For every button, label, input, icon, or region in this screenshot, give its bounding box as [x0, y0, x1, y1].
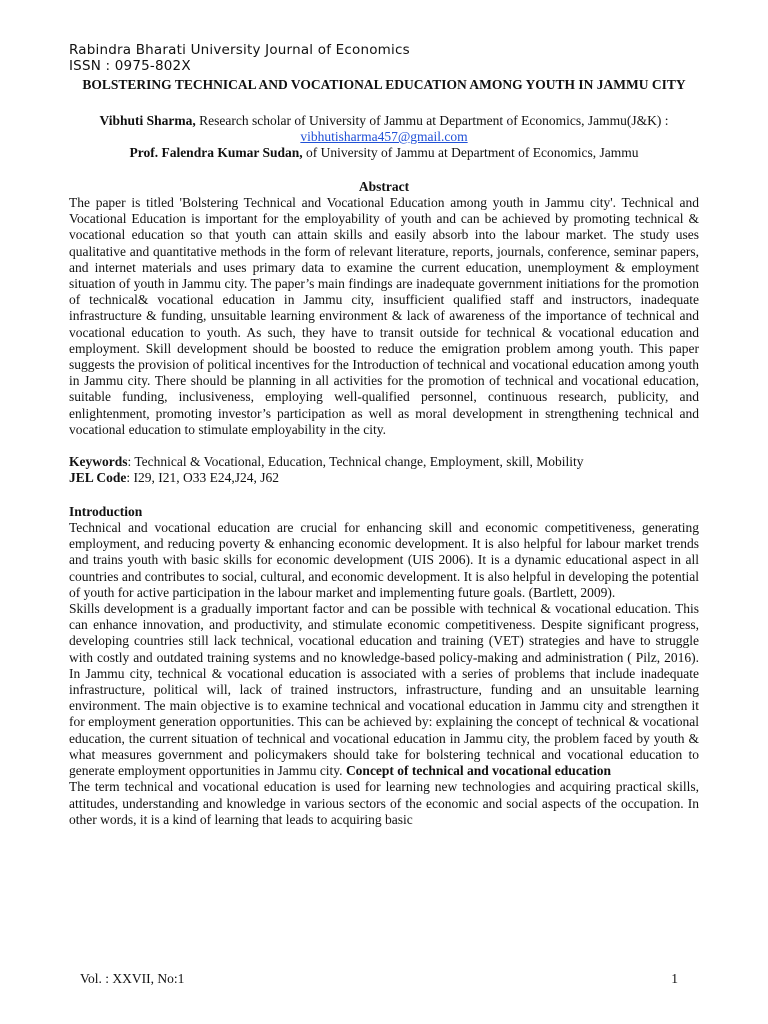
- jel-line: [69, 470, 699, 486]
- jel-text: : I29, I21, O33 E24,J24, J62: [126, 470, 280, 486]
- author-1-name: Vibhuti Sharma,: [99, 113, 196, 128]
- abstract-text: The paper is titled 'Bolstering Technical and Vocational Education among youth in Jammu city'. Technical and Vocational Education is important for the employability of youth and can be achieved by promoting technical & vocational education so that youth can attain skills and easily absorb into the labour market. The study uses qualitative and quantitative methods in the form of relevant literature, reports, journals, conference, seminar papers, and internet materials and uses primary data to examine the current education, unemployment & employment situation of youth in Jammu city. The paper’s main findings are inadequate government initiations for the promotion of technical& vocational education in Jammu city, insufficient qualified staff and instructors, inadequate infrastructure & funding, unsuitable learning environment & lack of awareness of the importance of technical and vocational education to youth. As such, they have to transit outside for technical & vocational education and employment. Skill development should be boosted to reduce the emigration problem among youth. This paper suggests the provision of political incentives for the Introduction of technical and vocational education among youth in Jammu city. There should be planning in all activities for the promotion of technical and vocational education, suitable funding, inclusiveness, employing well-qualified personnel, continuous research, publicity, and enlightenment, promoting investor’s participation as well as moral development in strengthening technical and vocational education to stimulate employability in the city.: [69, 195, 699, 437]
- paper-title: BOLSTERING TECHNICAL AND VOCATIONAL EDUCATION AMONG YOUTH IN JAMMU CITY: [82, 77, 686, 92]
- author-2-name: Prof. Falendra Kumar Sudan,: [129, 145, 303, 160]
- keywords-line: [69, 454, 699, 470]
- footer-page-number: 1: [671, 971, 678, 986]
- concept-subheading: Concept of technical and vocational education: [345, 763, 612, 779]
- concept-paragraph: The term technical and vocational education is used for learning new technologies and acquiring practical skills, attitudes, understanding and knowledge in various sectors of the economic and social aspects of the occupation. In other words, it is a kind of learning that leads to acquiring basic: [69, 779, 699, 827]
- introduction-paragraph-2-text: Skills development is a gradually important factor and can be possible with technical & vocational education. This can enhance innovation, and productivity, and stimulate economic competitiveness. Despite significant progress, developing countries still lack technical, vocational education and training (VET) strategies and have to struggle with costly and outdated training systems and no knowledge-based policy-making and administration ( Pilz, 2016). In Jammu city, technical & vocational education is associated with a series of problems that include inadequate infrastructure, political will, lack of trained instructors, infrastructure, funding and an unsuitable learning environment. The main objective is to examine technical and vocational education in Jammu city and strengthen it for employment generation opportunities. This can be achieved by: explaining the concept of technical & vocational education, the current situation of technical and vocational education in Jammu city, the problem faced by youth & what measures government and policymakers should take for bolstering technical and vocational education to generate employment opportunities in Jammu city.: [69, 601, 699, 779]
- introduction-paragraph-2: [69, 601, 699, 779]
- keywords-label: Keywords: [69, 454, 128, 470]
- author-block: [69, 113, 699, 161]
- paper-page: [69, 42, 699, 828]
- keywords-text: : Technical & Vocational, Education, Technical change, Employment, skill, Mobility: [127, 454, 584, 470]
- jel-label: JEL Code: [69, 470, 127, 486]
- abstract-heading: Abstract: [358, 179, 410, 194]
- footer-volume: Vol. : XXVII, No:1: [80, 971, 185, 986]
- author-1: [69, 113, 699, 145]
- journal-name: Rabindra Bharati University Journal of Economics: [69, 42, 410, 58]
- issn: ISSN : 0975-802X: [69, 58, 191, 74]
- page-footer: [80, 966, 678, 986]
- author-1-affiliation: Research scholar of University of Jammu at Department of Economics, Jammu(J&K) :: [195, 113, 669, 128]
- author-1-email-link[interactable]: vibhutisharma457@gmail.com: [300, 129, 468, 144]
- author-2: [69, 145, 699, 161]
- author-2-affiliation: of University of Jammu at Department of Economics, Jammu: [302, 145, 639, 160]
- journal-header: [69, 42, 699, 74]
- introduction-paragraph-1: Technical and vocational education are crucial for enhancing skill and economic competitiveness, generating employment, and reducing poverty & enhancing economic development. It is also helpful for labour market trends and trains youth with basic skills for economic development (UIS 2006). It is a dynamic educational aspect in all countries and contributes to social, cultural, and economic development. It is also helpful in developing the potential of youth for active participation in the labour market and implementing future goals. (Bartlett, 2009).: [69, 520, 699, 600]
- introduction-heading: Introduction: [69, 504, 143, 520]
